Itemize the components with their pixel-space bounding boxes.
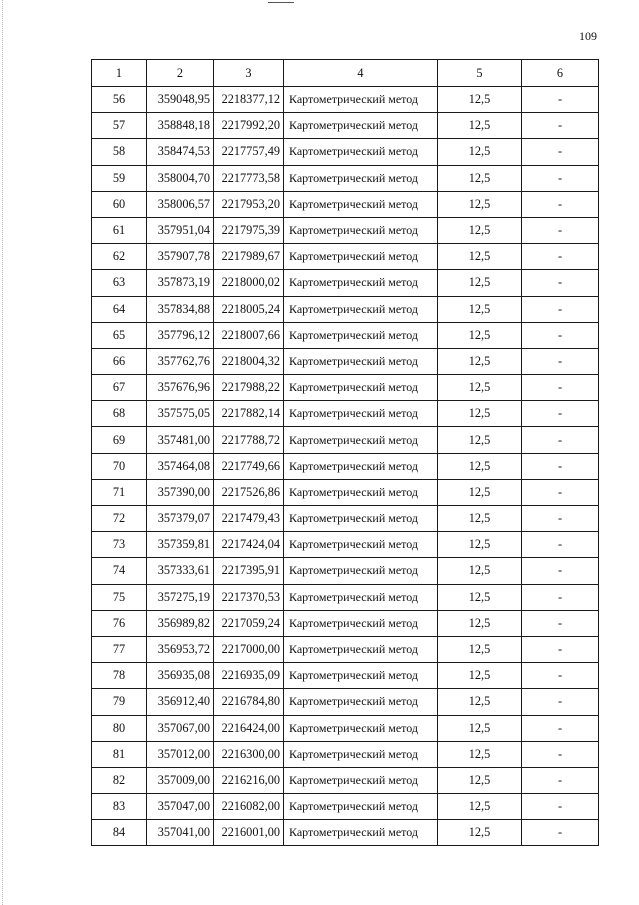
method-cell: Картометрический метод bbox=[284, 165, 438, 191]
coord-x-cell: 357834,88 bbox=[147, 296, 214, 322]
point-number-cell: 61 bbox=[92, 217, 147, 243]
method-cell: Картометрический метод bbox=[284, 636, 438, 662]
accuracy-cell: 12,5 bbox=[438, 610, 522, 636]
coord-y-cell: 2218007,66 bbox=[214, 322, 284, 348]
table-row bbox=[92, 767, 599, 793]
method-cell: Картометрический метод bbox=[284, 715, 438, 741]
coord-x-cell: 357907,78 bbox=[147, 244, 214, 270]
point-number-cell: 75 bbox=[92, 584, 147, 610]
note-cell: - bbox=[522, 244, 599, 270]
coord-x-cell: 358006,57 bbox=[147, 191, 214, 217]
coord-y-cell: 2218377,12 bbox=[214, 87, 284, 113]
coord-y-cell: 2216935,09 bbox=[214, 663, 284, 689]
table-row bbox=[92, 794, 599, 820]
table-row bbox=[92, 820, 599, 846]
point-number-cell: 60 bbox=[92, 191, 147, 217]
method-cell: Картометрический метод bbox=[284, 191, 438, 217]
accuracy-cell: 12,5 bbox=[438, 715, 522, 741]
accuracy-cell: 12,5 bbox=[438, 636, 522, 662]
accuracy-cell: 12,5 bbox=[438, 532, 522, 558]
header-cell-1: 1 bbox=[92, 60, 147, 87]
accuracy-cell: 12,5 bbox=[438, 479, 522, 505]
method-cell: Картометрический метод bbox=[284, 663, 438, 689]
point-number-cell: 73 bbox=[92, 532, 147, 558]
table-row bbox=[92, 191, 599, 217]
accuracy-cell: 12,5 bbox=[438, 322, 522, 348]
point-number-cell: 67 bbox=[92, 375, 147, 401]
accuracy-cell: 12,5 bbox=[438, 663, 522, 689]
table-header bbox=[92, 60, 599, 87]
point-number-cell: 63 bbox=[92, 270, 147, 296]
method-cell: Картометрический метод bbox=[284, 506, 438, 532]
method-cell: Картометрический метод bbox=[284, 375, 438, 401]
page-top-mark bbox=[268, 2, 294, 3]
accuracy-cell: 12,5 bbox=[438, 506, 522, 532]
page-left-edge bbox=[2, 0, 4, 905]
note-cell: - bbox=[522, 191, 599, 217]
note-cell: - bbox=[522, 558, 599, 584]
point-number-cell: 64 bbox=[92, 296, 147, 322]
point-number-cell: 57 bbox=[92, 113, 147, 139]
note-cell: - bbox=[522, 715, 599, 741]
coord-x-cell: 357951,04 bbox=[147, 217, 214, 243]
point-number-cell: 56 bbox=[92, 87, 147, 113]
accuracy-cell: 12,5 bbox=[438, 113, 522, 139]
accuracy-cell: 12,5 bbox=[438, 584, 522, 610]
coord-y-cell: 2217975,39 bbox=[214, 217, 284, 243]
coord-y-cell: 2217526,86 bbox=[214, 479, 284, 505]
accuracy-cell: 12,5 bbox=[438, 689, 522, 715]
coord-x-cell: 357047,00 bbox=[147, 794, 214, 820]
note-cell: - bbox=[522, 165, 599, 191]
table-row bbox=[92, 741, 599, 767]
method-cell: Картометрический метод bbox=[284, 479, 438, 505]
page-number: 109 bbox=[579, 29, 597, 43]
point-number-cell: 80 bbox=[92, 715, 147, 741]
coord-y-cell: 2217424,04 bbox=[214, 532, 284, 558]
method-cell: Картометрический метод bbox=[284, 820, 438, 846]
point-number-cell: 62 bbox=[92, 244, 147, 270]
note-cell: - bbox=[522, 741, 599, 767]
coord-x-cell: 357762,76 bbox=[147, 348, 214, 374]
method-cell: Картометрический метод bbox=[284, 767, 438, 793]
note-cell: - bbox=[522, 794, 599, 820]
point-number-cell: 66 bbox=[92, 348, 147, 374]
header-cell-6: 6 bbox=[522, 60, 599, 87]
table-header-row bbox=[92, 60, 599, 87]
accuracy-cell: 12,5 bbox=[438, 767, 522, 793]
coord-y-cell: 2217882,14 bbox=[214, 401, 284, 427]
coord-x-cell: 357333,61 bbox=[147, 558, 214, 584]
table-row bbox=[92, 270, 599, 296]
note-cell: - bbox=[522, 689, 599, 715]
coord-x-cell: 358848,18 bbox=[147, 113, 214, 139]
note-cell: - bbox=[522, 139, 599, 165]
accuracy-cell: 12,5 bbox=[438, 453, 522, 479]
method-cell: Картометрический метод bbox=[284, 270, 438, 296]
coord-y-cell: 2217479,43 bbox=[214, 506, 284, 532]
note-cell: - bbox=[522, 767, 599, 793]
coord-x-cell: 357067,00 bbox=[147, 715, 214, 741]
coord-x-cell: 356912,40 bbox=[147, 689, 214, 715]
method-cell: Картометрический метод bbox=[284, 322, 438, 348]
accuracy-cell: 12,5 bbox=[438, 87, 522, 113]
point-number-cell: 59 bbox=[92, 165, 147, 191]
table-row bbox=[92, 584, 599, 610]
point-number-cell: 81 bbox=[92, 741, 147, 767]
coord-x-cell: 358474,53 bbox=[147, 139, 214, 165]
note-cell: - bbox=[522, 532, 599, 558]
table-row bbox=[92, 689, 599, 715]
table-row bbox=[92, 636, 599, 662]
accuracy-cell: 12,5 bbox=[438, 375, 522, 401]
table-row bbox=[92, 558, 599, 584]
point-number-cell: 76 bbox=[92, 610, 147, 636]
coord-x-cell: 357575,05 bbox=[147, 401, 214, 427]
table-row bbox=[92, 715, 599, 741]
table-row bbox=[92, 610, 599, 636]
method-cell: Картометрический метод bbox=[284, 558, 438, 584]
note-cell: - bbox=[522, 322, 599, 348]
note-cell: - bbox=[522, 506, 599, 532]
accuracy-cell: 12,5 bbox=[438, 820, 522, 846]
note-cell: - bbox=[522, 296, 599, 322]
table-row bbox=[92, 217, 599, 243]
table-body bbox=[92, 87, 599, 846]
coord-x-cell: 356989,82 bbox=[147, 610, 214, 636]
table-row bbox=[92, 453, 599, 479]
coordinates-table bbox=[91, 59, 599, 846]
coord-y-cell: 2217749,66 bbox=[214, 453, 284, 479]
coord-y-cell: 2217370,53 bbox=[214, 584, 284, 610]
coord-y-cell: 2217059,24 bbox=[214, 610, 284, 636]
point-number-cell: 70 bbox=[92, 453, 147, 479]
coord-x-cell: 356935,08 bbox=[147, 663, 214, 689]
table-row bbox=[92, 375, 599, 401]
coord-y-cell: 2216784,80 bbox=[214, 689, 284, 715]
point-number-cell: 82 bbox=[92, 767, 147, 793]
method-cell: Картометрический метод bbox=[284, 584, 438, 610]
coord-y-cell: 2218004,32 bbox=[214, 348, 284, 374]
note-cell: - bbox=[522, 217, 599, 243]
table-row bbox=[92, 296, 599, 322]
header-cell-3: 3 bbox=[214, 60, 284, 87]
accuracy-cell: 12,5 bbox=[438, 558, 522, 584]
coord-x-cell: 357464,08 bbox=[147, 453, 214, 479]
table-row bbox=[92, 663, 599, 689]
point-number-cell: 69 bbox=[92, 427, 147, 453]
coord-x-cell: 357041,00 bbox=[147, 820, 214, 846]
note-cell: - bbox=[522, 820, 599, 846]
accuracy-cell: 12,5 bbox=[438, 270, 522, 296]
method-cell: Картометрический метод bbox=[284, 244, 438, 270]
table-row bbox=[92, 322, 599, 348]
coord-y-cell: 2217992,20 bbox=[214, 113, 284, 139]
coord-x-cell: 357796,12 bbox=[147, 322, 214, 348]
coord-y-cell: 2216300,00 bbox=[214, 741, 284, 767]
note-cell: - bbox=[522, 584, 599, 610]
accuracy-cell: 12,5 bbox=[438, 139, 522, 165]
coord-x-cell: 357012,00 bbox=[147, 741, 214, 767]
note-cell: - bbox=[522, 610, 599, 636]
coord-y-cell: 2216424,00 bbox=[214, 715, 284, 741]
note-cell: - bbox=[522, 479, 599, 505]
method-cell: Картометрический метод bbox=[284, 217, 438, 243]
note-cell: - bbox=[522, 636, 599, 662]
coord-y-cell: 2217757,49 bbox=[214, 139, 284, 165]
point-number-cell: 58 bbox=[92, 139, 147, 165]
table-row bbox=[92, 401, 599, 427]
header-cell-4: 4 bbox=[284, 60, 438, 87]
table-row bbox=[92, 427, 599, 453]
method-cell: Картометрический метод bbox=[284, 794, 438, 820]
table-row bbox=[92, 532, 599, 558]
note-cell: - bbox=[522, 87, 599, 113]
point-number-cell: 79 bbox=[92, 689, 147, 715]
note-cell: - bbox=[522, 113, 599, 139]
coord-y-cell: 2217000,00 bbox=[214, 636, 284, 662]
method-cell: Картометрический метод bbox=[284, 427, 438, 453]
note-cell: - bbox=[522, 348, 599, 374]
coord-x-cell: 357379,07 bbox=[147, 506, 214, 532]
accuracy-cell: 12,5 bbox=[438, 401, 522, 427]
table-row bbox=[92, 348, 599, 374]
coord-y-cell: 2218000,02 bbox=[214, 270, 284, 296]
point-number-cell: 77 bbox=[92, 636, 147, 662]
method-cell: Картометрический метод bbox=[284, 741, 438, 767]
method-cell: Картометрический метод bbox=[284, 610, 438, 636]
coord-x-cell: 357481,00 bbox=[147, 427, 214, 453]
note-cell: - bbox=[522, 270, 599, 296]
table-row bbox=[92, 479, 599, 505]
note-cell: - bbox=[522, 375, 599, 401]
coord-y-cell: 2216082,00 bbox=[214, 794, 284, 820]
table-row bbox=[92, 113, 599, 139]
coord-x-cell: 357009,00 bbox=[147, 767, 214, 793]
accuracy-cell: 12,5 bbox=[438, 348, 522, 374]
coord-x-cell: 357359,81 bbox=[147, 532, 214, 558]
method-cell: Картометрический метод bbox=[284, 532, 438, 558]
table-row bbox=[92, 165, 599, 191]
coord-y-cell: 2217395,91 bbox=[214, 558, 284, 584]
point-number-cell: 83 bbox=[92, 794, 147, 820]
accuracy-cell: 12,5 bbox=[438, 296, 522, 322]
point-number-cell: 68 bbox=[92, 401, 147, 427]
point-number-cell: 72 bbox=[92, 506, 147, 532]
note-cell: - bbox=[522, 453, 599, 479]
coord-y-cell: 2217989,67 bbox=[214, 244, 284, 270]
method-cell: Картометрический метод bbox=[284, 296, 438, 322]
coord-x-cell: 358004,70 bbox=[147, 165, 214, 191]
point-number-cell: 71 bbox=[92, 479, 147, 505]
point-number-cell: 78 bbox=[92, 663, 147, 689]
method-cell: Картометрический метод bbox=[284, 87, 438, 113]
coord-x-cell: 356953,72 bbox=[147, 636, 214, 662]
coord-x-cell: 359048,95 bbox=[147, 87, 214, 113]
method-cell: Картометрический метод bbox=[284, 348, 438, 374]
coord-y-cell: 2217788,72 bbox=[214, 427, 284, 453]
coord-x-cell: 357390,00 bbox=[147, 479, 214, 505]
note-cell: - bbox=[522, 427, 599, 453]
accuracy-cell: 12,5 bbox=[438, 217, 522, 243]
point-number-cell: 65 bbox=[92, 322, 147, 348]
coord-y-cell: 2218005,24 bbox=[214, 296, 284, 322]
coord-x-cell: 357676,96 bbox=[147, 375, 214, 401]
table-row bbox=[92, 87, 599, 113]
coord-y-cell: 2216001,00 bbox=[214, 820, 284, 846]
method-cell: Картометрический метод bbox=[284, 113, 438, 139]
table-row bbox=[92, 244, 599, 270]
accuracy-cell: 12,5 bbox=[438, 427, 522, 453]
header-cell-2: 2 bbox=[147, 60, 214, 87]
coord-y-cell: 2216216,00 bbox=[214, 767, 284, 793]
method-cell: Картометрический метод bbox=[284, 139, 438, 165]
note-cell: - bbox=[522, 401, 599, 427]
coord-x-cell: 357873,19 bbox=[147, 270, 214, 296]
accuracy-cell: 12,5 bbox=[438, 191, 522, 217]
point-number-cell: 74 bbox=[92, 558, 147, 584]
coord-y-cell: 2217953,20 bbox=[214, 191, 284, 217]
coord-y-cell: 2217988,22 bbox=[214, 375, 284, 401]
coord-x-cell: 357275,19 bbox=[147, 584, 214, 610]
table-row bbox=[92, 506, 599, 532]
accuracy-cell: 12,5 bbox=[438, 741, 522, 767]
accuracy-cell: 12,5 bbox=[438, 794, 522, 820]
note-cell: - bbox=[522, 663, 599, 689]
method-cell: Картометрический метод bbox=[284, 453, 438, 479]
point-number-cell: 84 bbox=[92, 820, 147, 846]
accuracy-cell: 12,5 bbox=[438, 165, 522, 191]
table-row bbox=[92, 139, 599, 165]
accuracy-cell: 12,5 bbox=[438, 244, 522, 270]
method-cell: Картометрический метод bbox=[284, 401, 438, 427]
method-cell: Картометрический метод bbox=[284, 689, 438, 715]
header-cell-5: 5 bbox=[438, 60, 522, 87]
coord-y-cell: 2217773,58 bbox=[214, 165, 284, 191]
